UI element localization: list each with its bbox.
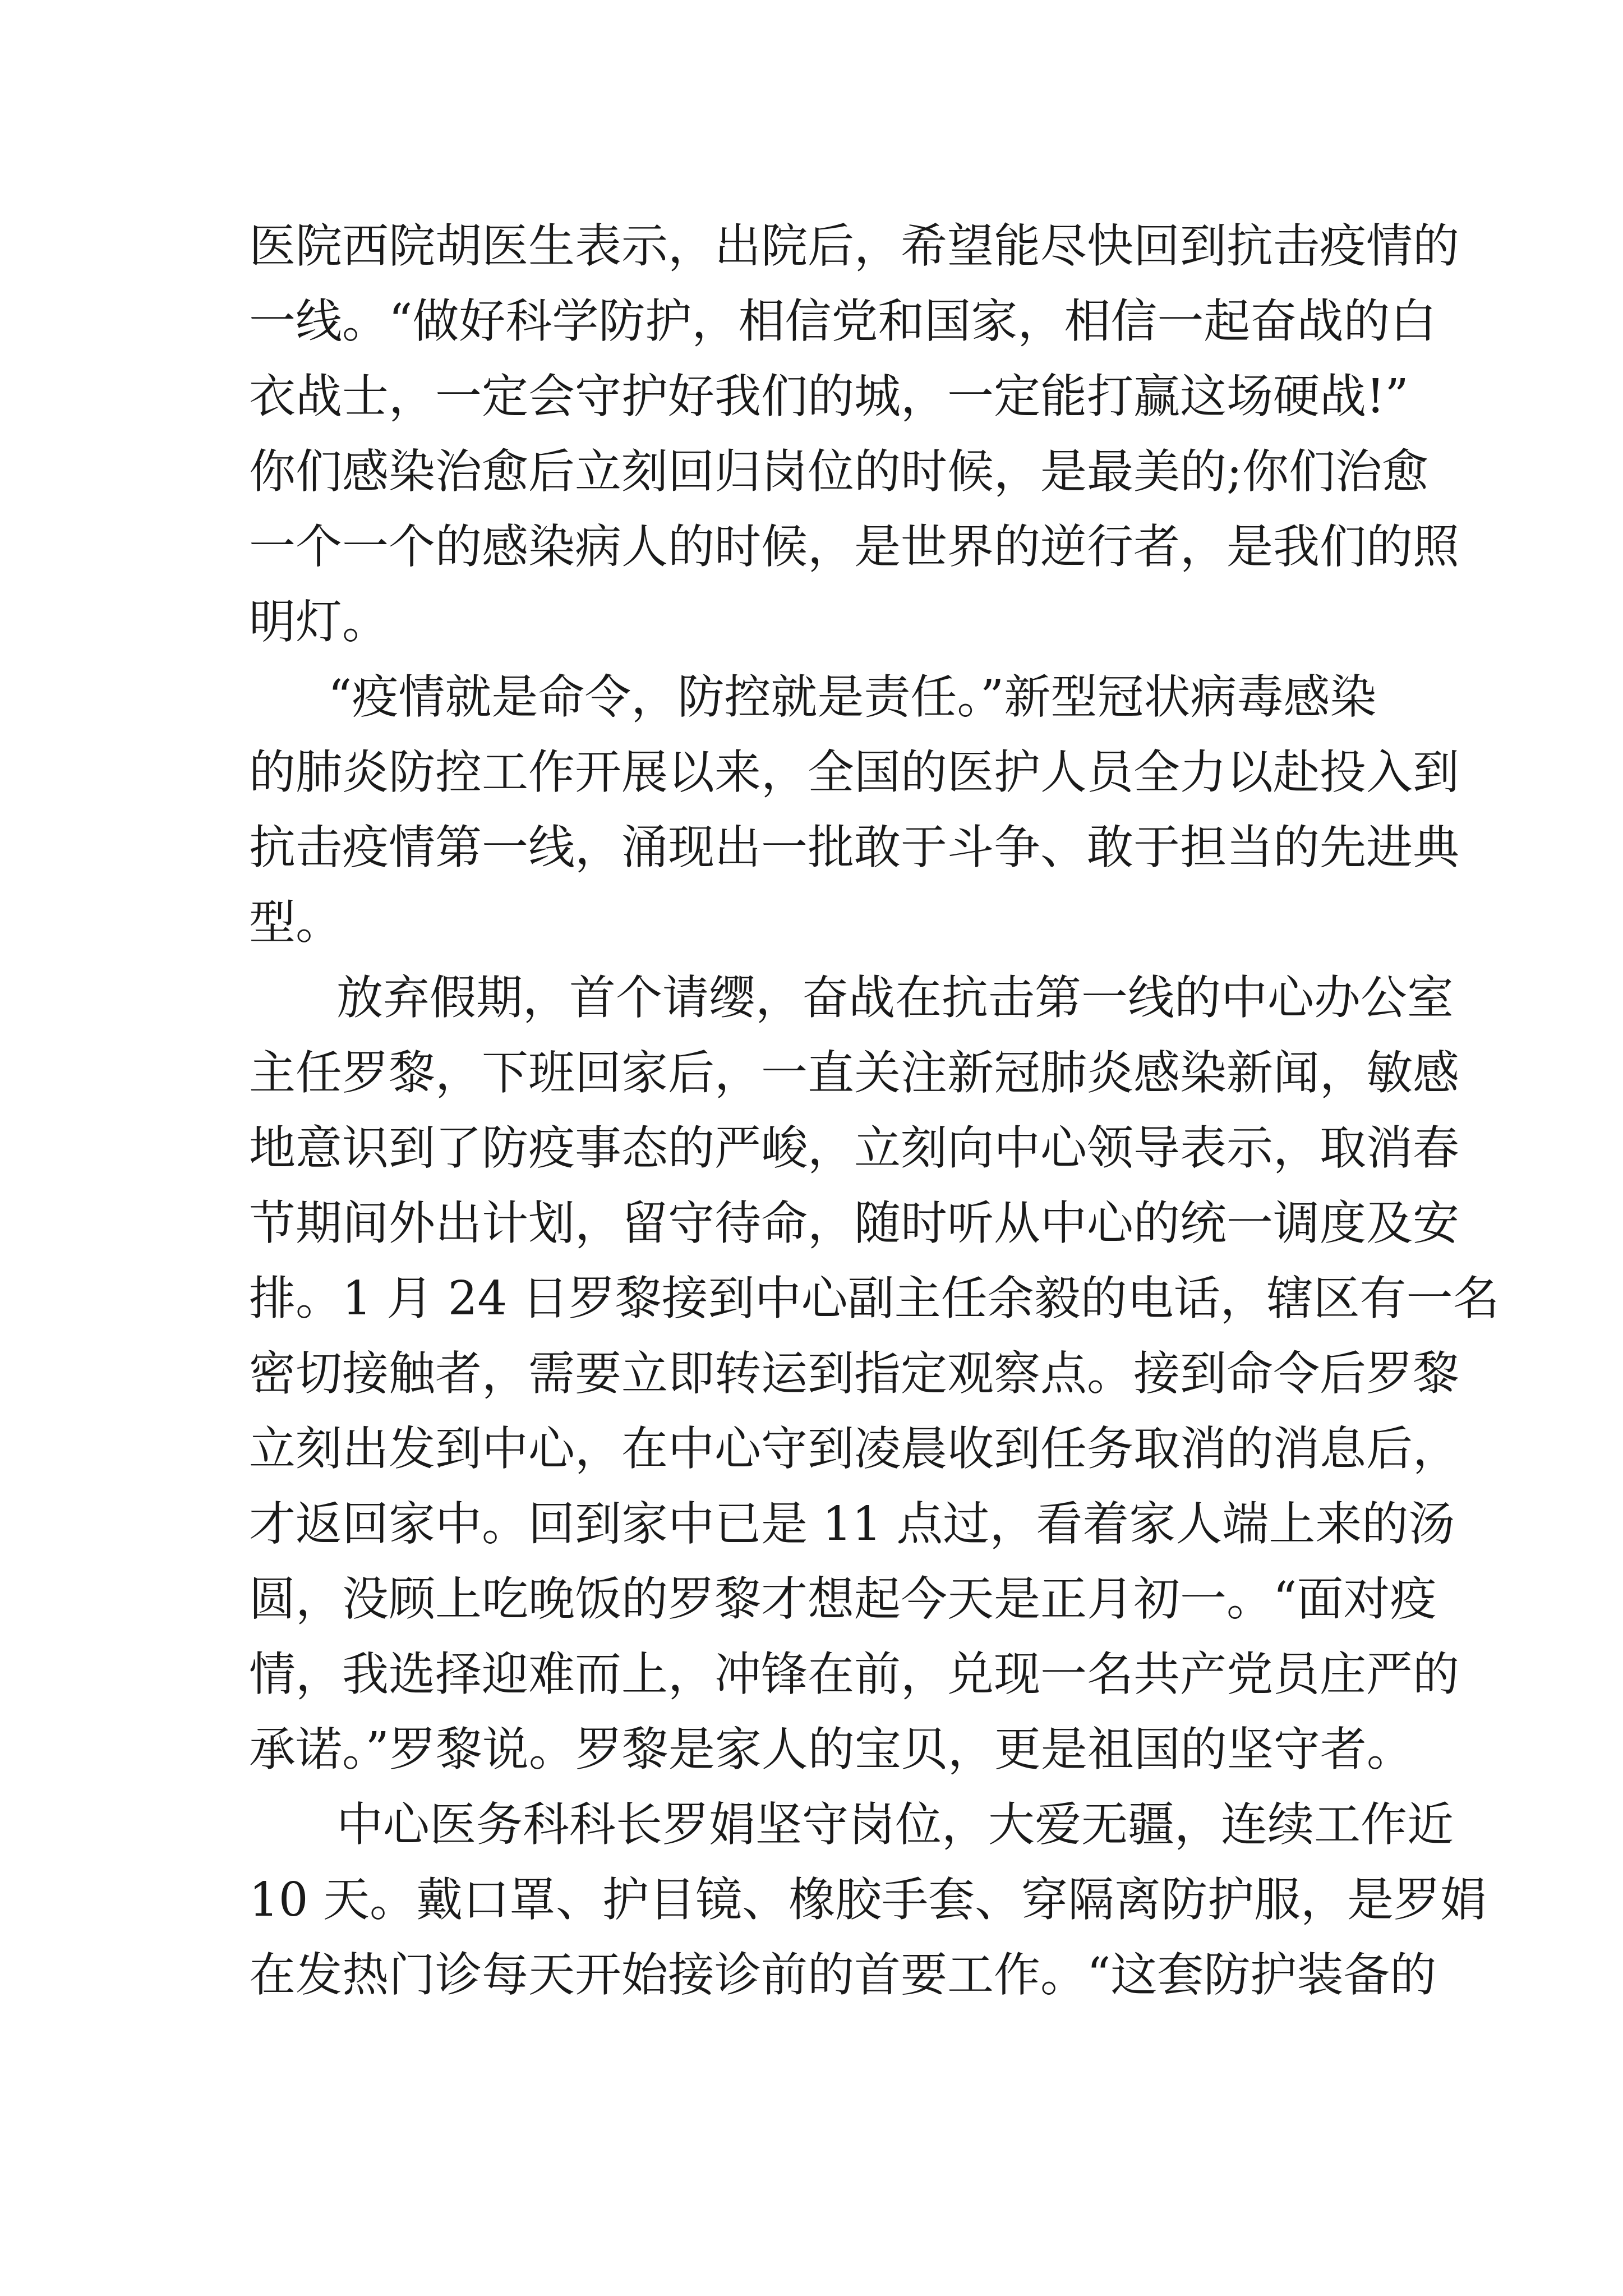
text-line: “疫情就是命令，防控就是责任。”新型冠状病毒感染 [328,670,1377,724]
text-line: 才返回家中。回到家中已是 11 点过，看着家人端上来的汤 [249,1497,1455,1551]
text-line: 立刻出发到中心，在中心守到凌晨收到任务取消的消息后， [249,1421,1459,1476]
text-line: 情，我选择迎难而上，冲锋在前，兑现一名共产党员庄严的 [249,1647,1459,1701]
text-line: 中心医务科科长罗娟坚守岗位，大爱无疆，连续工作近 [336,1797,1454,1852]
text-line: 你们感染治愈后立刻回归岗位的时候，是最美的;你们治愈 [249,444,1428,499]
text-line: 排。1 月 24 日罗黎接到中心副主任余毅的电话，辖区有一名 [249,1271,1500,1326]
text-line: 医院西院胡医生表示，出院后，希望能尽快回到抗击疫情的 [249,219,1459,273]
text-line: 在发热门诊每天开始接诊前的首要工作。“这套防护装备的 [249,1948,1437,2002]
text-line: 的肺炎防控工作开展以来，全国的医护人员全力以赴投入到 [249,745,1459,799]
text-line: 明灯。 [249,595,389,649]
text-line: 10 天。戴口罩、护目镜、橡胶手套、穿隔离防护服，是罗娟 [249,1872,1487,1927]
text-line: 密切接触者，需要立即转运到指定观察点。接到命令后罗黎 [249,1346,1459,1401]
text-line: 节期间外出计划，留守待命，随时听从中心的统一调度及安 [249,1196,1459,1250]
text-line: 主任罗黎，下班回家后，一直关注新冠肺炎感染新闻，敏感 [249,1046,1459,1100]
text-line: 衣战士，一定会守护好我们的城，一定能打赢这场硬战!” [249,369,1409,424]
text-line: 地意识到了防疫事态的严峻，立刻向中心领导表示，取消春 [249,1121,1459,1175]
text-line: 承诺。”罗黎说。罗黎是家人的宝贝，更是祖国的坚守者。 [249,1722,1413,1777]
text-line: 抗击疫情第一线，涌现出一批敢于斗争、敢于担当的先进典 [249,820,1459,875]
text-line: 一线。“做好科学防护，相信党和国家，相信一起奋战的白 [249,294,1437,348]
text-line: 一个一个的感染病人的时候，是世界的逆行者，是我们的照 [249,519,1459,574]
text-line: 放弃假期，首个请缨，奋战在抗击第一线的中心办公室 [336,970,1454,1025]
text-line: 型。 [249,895,342,950]
text-line: 圆，没顾上吃晚饭的罗黎才想起今天是正月初一。“面对疫 [249,1572,1437,1626]
